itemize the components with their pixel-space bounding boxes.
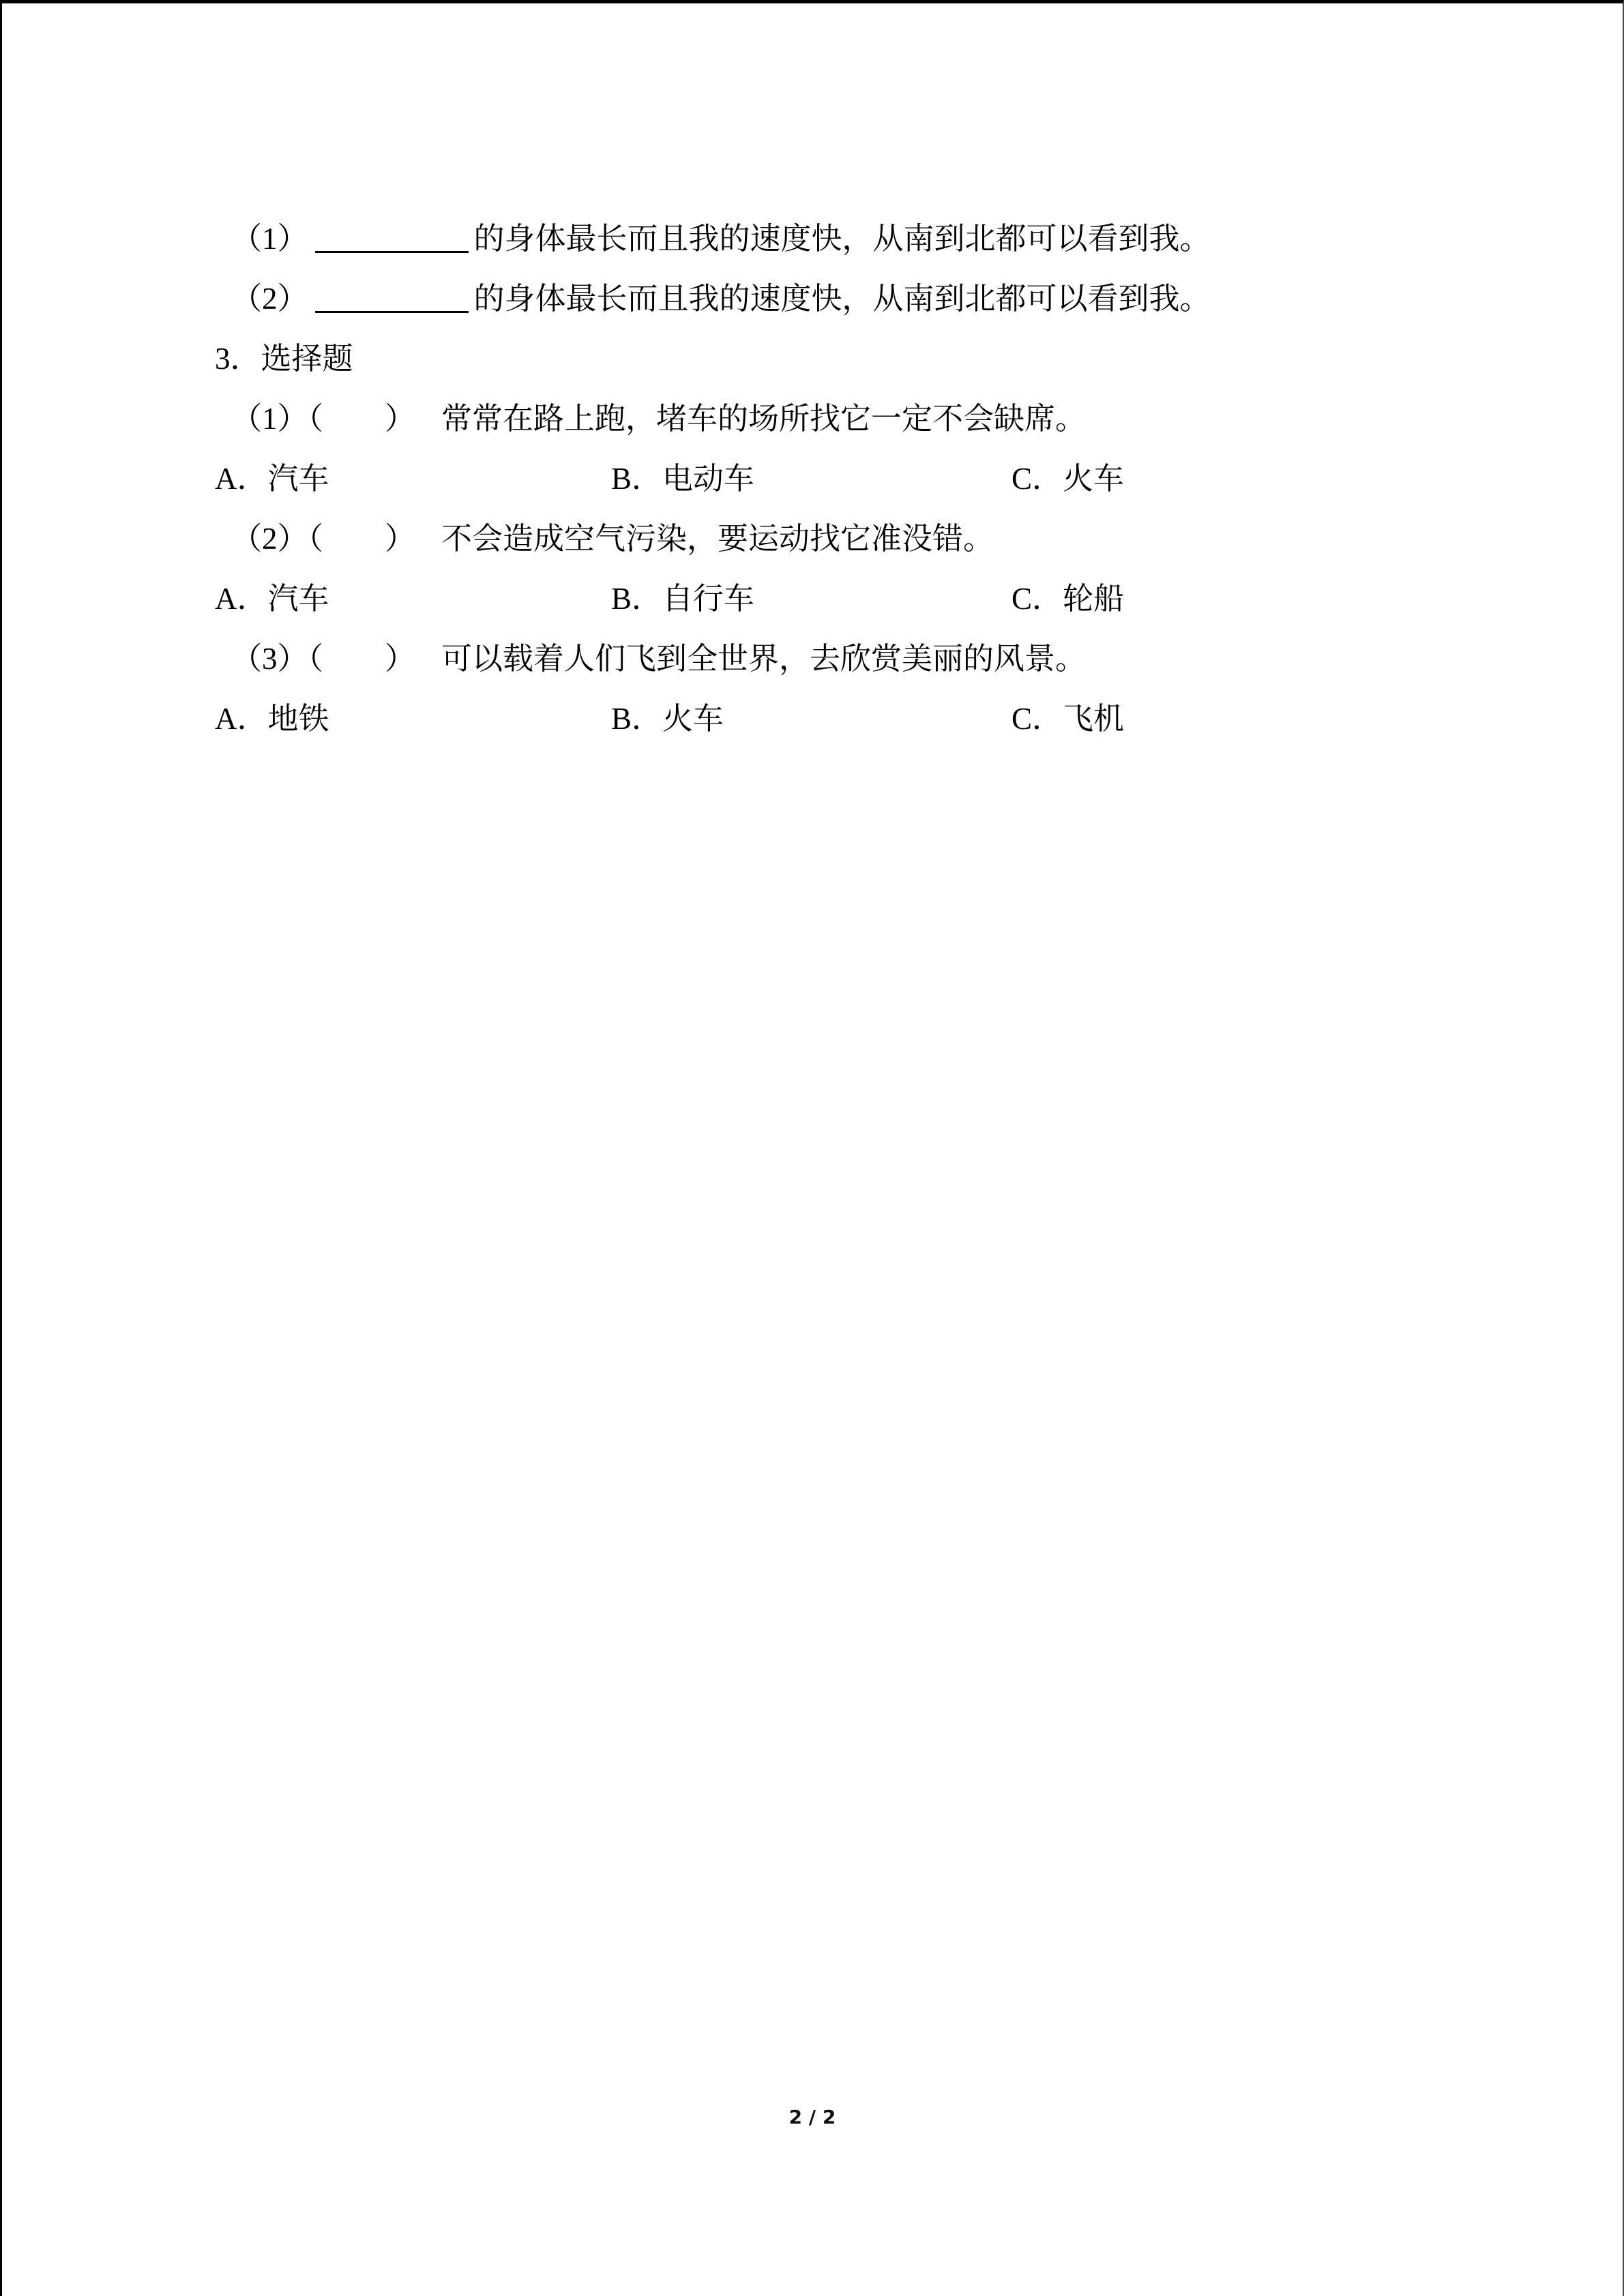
- option-1c: [1012, 449, 1623, 509]
- fill-item-2-blank-line: [315, 277, 469, 313]
- option-3b-label: B．: [611, 702, 663, 736]
- mc-question-3-answer-blank: （ ）: [308, 642, 416, 676]
- option-1c-label: C．: [1012, 462, 1063, 496]
- fill-item-2-number: （2）: [231, 282, 308, 316]
- option-1b-label: B．: [611, 462, 663, 496]
- fill-item-2-text: 的身体最长而且我的速度快，从南到北都可以看到我。: [473, 282, 1211, 316]
- mc-question-1: [2, 389, 1623, 449]
- mc-question-1-number: （1）: [231, 402, 308, 436]
- fill-item-1-number: （1）: [231, 222, 308, 256]
- option-3a-text: 地铁: [267, 702, 329, 736]
- option-3a: [2, 689, 611, 749]
- option-3c: [1012, 689, 1623, 749]
- worksheet-body: [2, 209, 1623, 749]
- mc-options-row-3: [2, 689, 1623, 749]
- option-2b-text: 自行车: [662, 582, 755, 616]
- mc-question-3-stem: 可以载着人们飞到全世界，去欣赏美丽的风景。: [441, 642, 1087, 676]
- section-heading: 3．选择题: [215, 342, 353, 376]
- mc-question-2-stem: 不会造成空气污染，要运动找它准没错。: [441, 522, 994, 556]
- option-2a-text: 汽车: [267, 582, 329, 616]
- mc-options-row-1: [2, 449, 1623, 509]
- option-1b-text: 电动车: [662, 462, 755, 496]
- option-1a: [2, 449, 611, 509]
- option-2b: [611, 569, 1012, 629]
- page-number: 2 / 2: [788, 2106, 836, 2128]
- option-1a-label: A．: [215, 462, 268, 496]
- fill-item-1: [2, 209, 1623, 269]
- mc-options-row-2: [2, 569, 1623, 629]
- mc-question-2-answer-blank: （ ）: [308, 522, 416, 556]
- fill-item-2: [2, 269, 1623, 329]
- option-2b-label: B．: [611, 582, 663, 616]
- mc-question-2: [2, 509, 1623, 569]
- option-2a-label: A．: [215, 582, 268, 616]
- option-1b: [611, 449, 1012, 509]
- option-1c-text: 火车: [1063, 462, 1125, 496]
- option-3c-label: C．: [1012, 702, 1063, 736]
- option-3b: [611, 689, 1012, 749]
- mc-question-1-answer-blank: （ ）: [308, 402, 416, 436]
- option-1a-text: 汽车: [267, 462, 329, 496]
- option-2c-label: C．: [1012, 582, 1063, 616]
- option-3b-text: 火车: [662, 702, 724, 736]
- fill-item-1-text: 的身体最长而且我的速度快，从南到北都可以看到我。: [473, 222, 1211, 256]
- option-3a-label: A．: [215, 702, 268, 736]
- mc-question-2-number: （2）: [231, 522, 308, 556]
- mc-question-3-number: （3）: [231, 642, 308, 676]
- option-2c-text: 轮船: [1063, 582, 1125, 616]
- option-2c: [1012, 569, 1623, 629]
- mc-question-1-stem: 常常在路上跑，堵车的场所找它一定不会缺席。: [441, 402, 1087, 436]
- mc-question-3: [2, 629, 1623, 689]
- option-3c-text: 飞机: [1063, 702, 1125, 736]
- option-2a: [2, 569, 611, 629]
- fill-item-1-blank-line: [315, 217, 469, 253]
